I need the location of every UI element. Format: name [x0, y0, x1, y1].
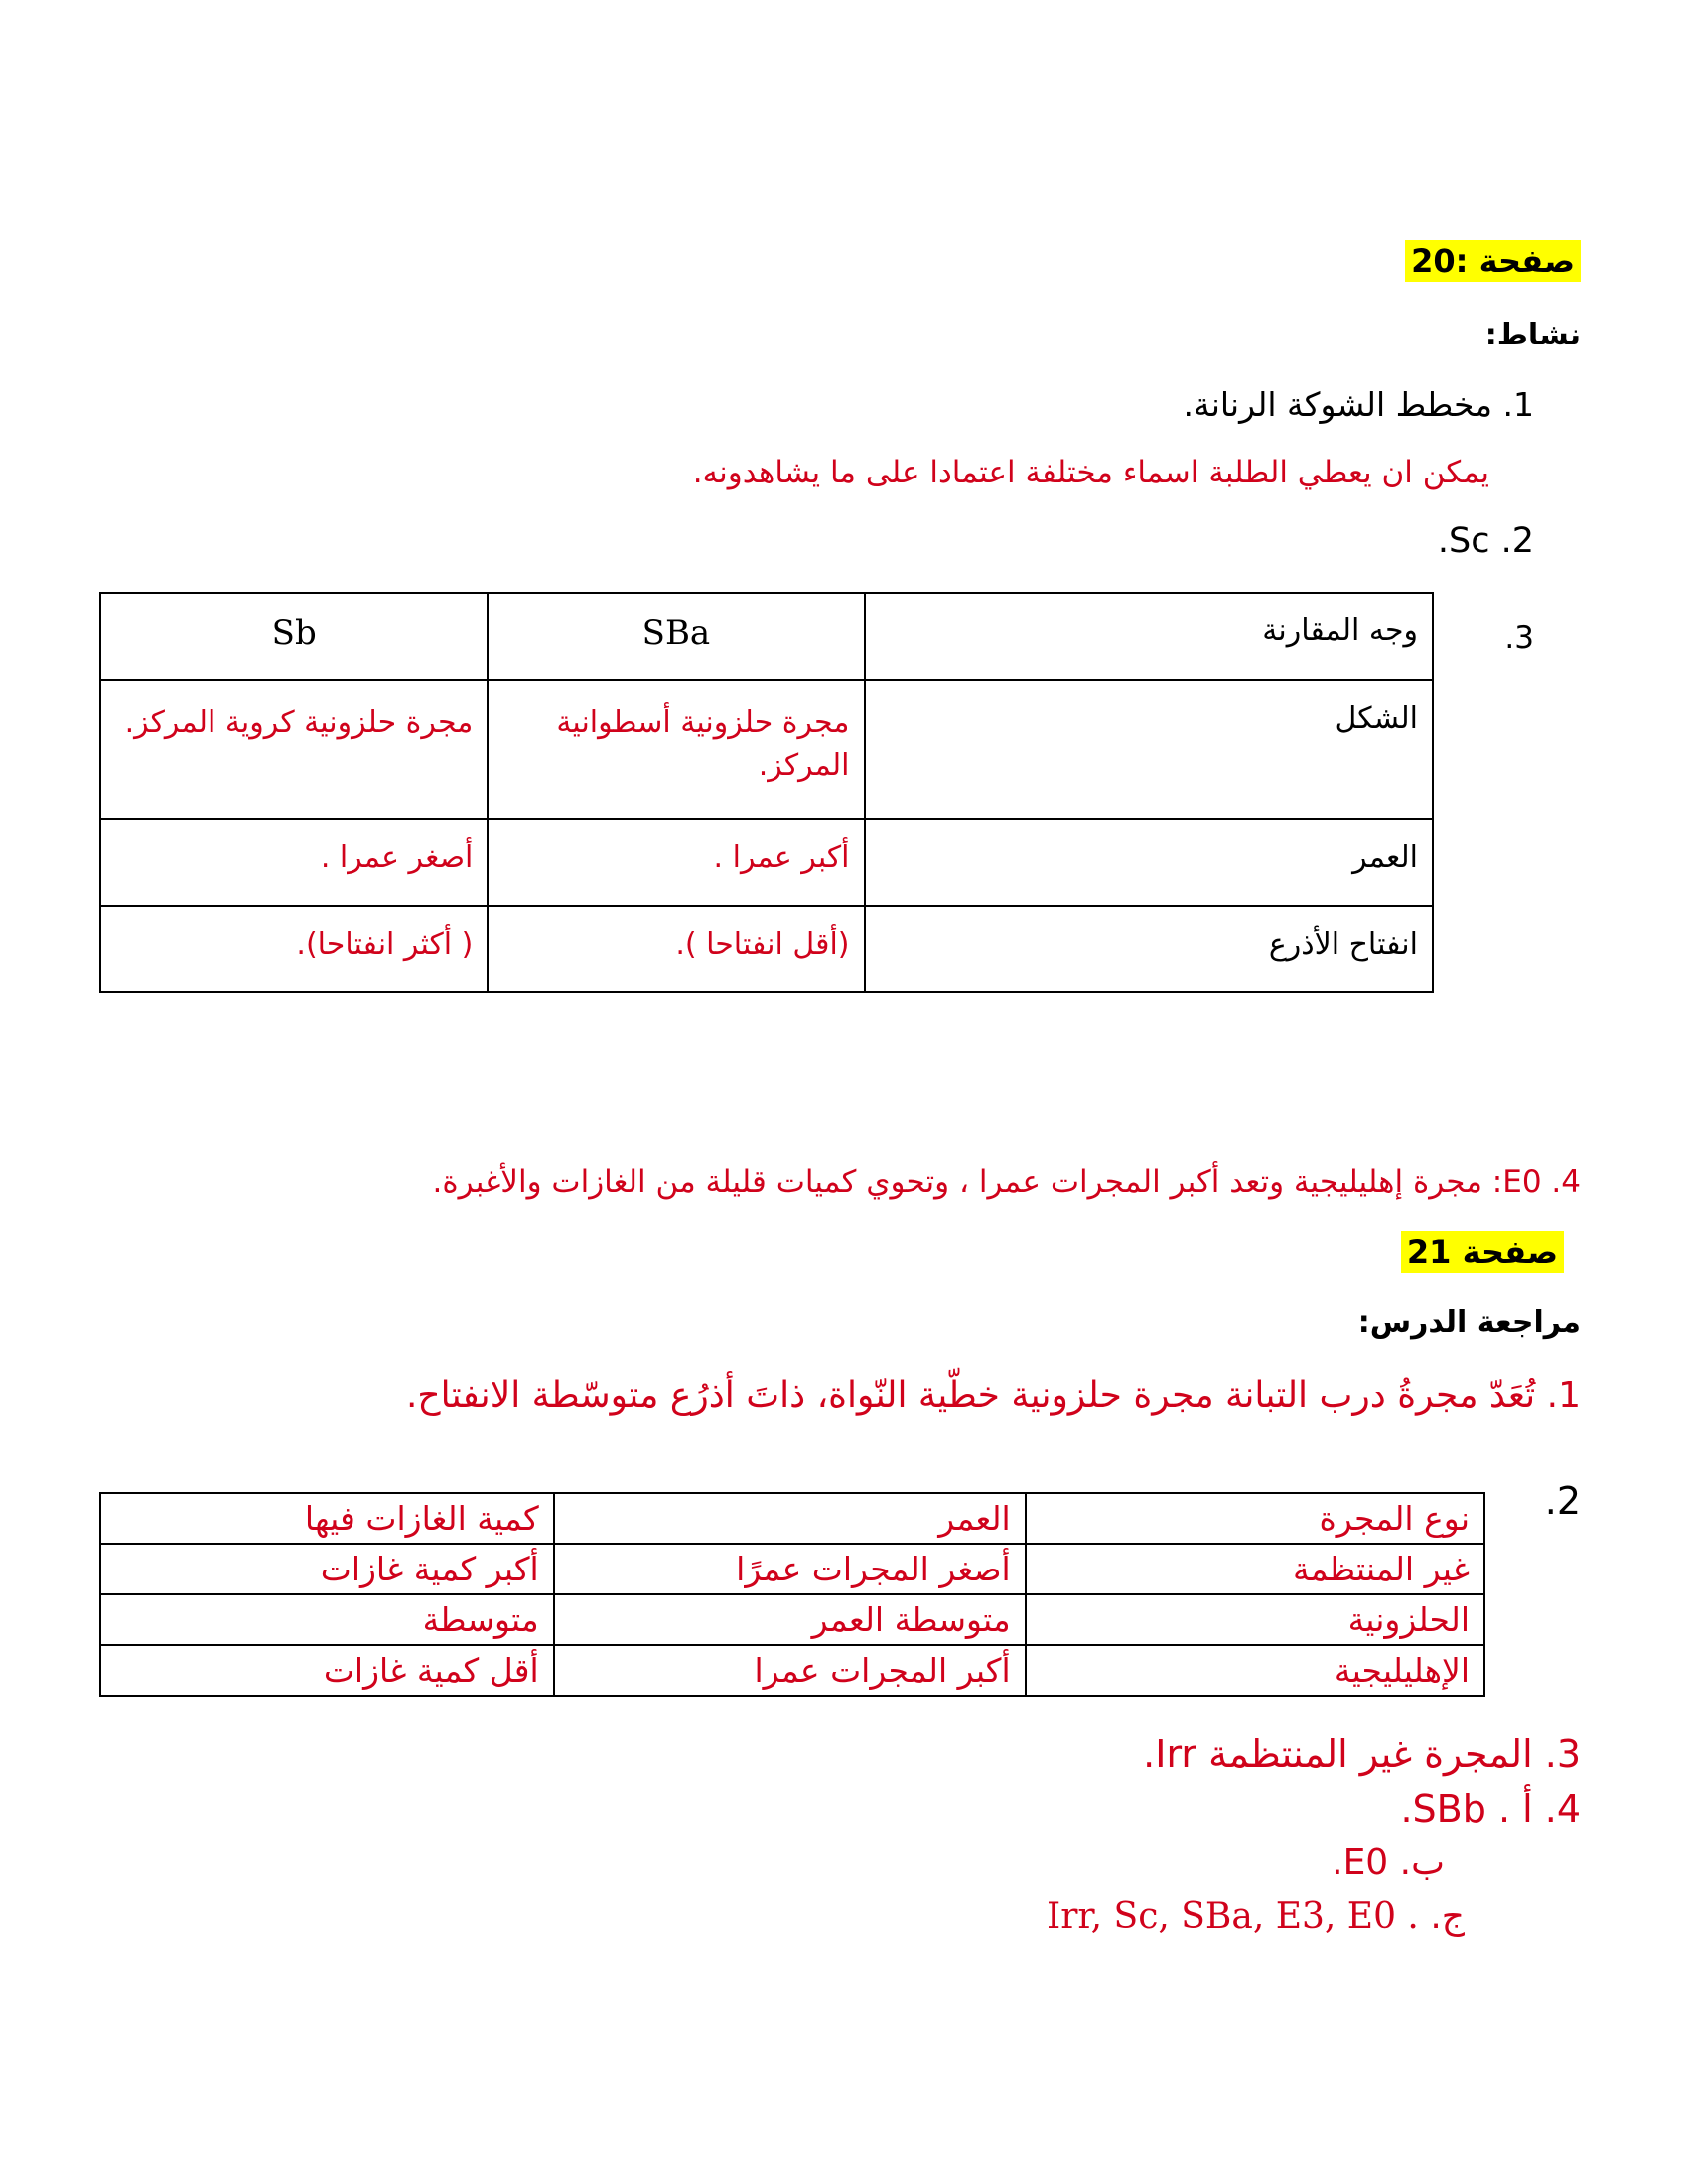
table-cell: مجرة حلزونية أسطوانية المركز. — [488, 680, 864, 819]
table-row — [100, 819, 1433, 906]
table-cell: العمر — [554, 1493, 1026, 1544]
page-21-heading: صفحة 21 — [1401, 1231, 1564, 1273]
review-item-4c-prefix: ج. — [1430, 1896, 1465, 1937]
table-cell: متوسطة — [100, 1594, 554, 1645]
table-row — [100, 906, 1433, 992]
review-item-2-number: 2. — [1544, 1479, 1581, 1523]
table-cell: غير المنتظمة — [1026, 1544, 1484, 1594]
review-item-1: 1. تُعَدّ مجرةُ درب التبانة مجرة حلزونية خطّية النّواة، ذاتَ أذرُع متوسّطة الانفتاح. — [405, 1375, 1581, 1416]
activity-item-4: 4. E0: مجرة إهليليجية وتعد أكبر المجرات عمرا ، وتحوي كميات قليلة من الغازات والأغبرة. — [432, 1164, 1581, 1200]
activity-heading: نشاط: — [1484, 318, 1581, 352]
table-cell: أصغر المجرات عمرًا — [554, 1544, 1026, 1594]
table-row — [100, 593, 1433, 680]
table-cell: ( أكثر انفتاحا). — [100, 906, 488, 992]
table-cell: الإهليليجية — [1026, 1645, 1484, 1696]
review-heading: مراجعة الدرس: — [1357, 1305, 1581, 1340]
table-header-cell: SBa — [488, 593, 864, 680]
table-cell: العمر — [865, 819, 1434, 906]
table-cell: انفتاح الأذرع — [865, 906, 1434, 992]
table-cell: أكبر عمرا . — [488, 819, 864, 906]
review-item-3: 3. المجرة غير المنتظمة Irr. — [1143, 1732, 1581, 1776]
review-item-4c-value: Irr, Sc, SBa, E3, E0 . — [1046, 1896, 1419, 1937]
activity-item-1: 1. مخطط الشوكة الرنانة. — [1183, 385, 1534, 424]
table-cell: (أقل انفتاحا ). — [488, 906, 864, 992]
table-cell: أقل كمية غازات — [100, 1645, 554, 1696]
table-cell: الشكل — [865, 680, 1434, 819]
activity-item-3-number: 3. — [1504, 620, 1534, 656]
table-row — [100, 1594, 1484, 1645]
table-row — [100, 1645, 1484, 1696]
table-header-cell: Sb — [100, 593, 488, 680]
table-cell: كمية الغازات فيها — [100, 1493, 554, 1544]
table-cell: أكبر كمية غازات — [100, 1544, 554, 1594]
table-cell: الحلزونية — [1026, 1594, 1484, 1645]
table-cell: مجرة حلزونية كروية المركز. — [100, 680, 488, 819]
comparison-table — [99, 592, 1434, 993]
page-20-heading: صفحة :20 — [1405, 240, 1581, 282]
table-cell: متوسطة العمر — [554, 1594, 1026, 1645]
review-item-4a: 4. أ . SBb. — [1400, 1787, 1581, 1831]
table-row — [100, 680, 1433, 819]
review-item-4b: ب. E0. — [1332, 1843, 1445, 1883]
table-row — [100, 1493, 1484, 1544]
table-cell: أصغر عمرا . — [100, 819, 488, 906]
activity-item-1-note: يمكن ان يعطي الطلبة اسماء مختلفة اعتمادا على ما يشاهدونه. — [692, 455, 1489, 490]
table-row — [100, 1544, 1484, 1594]
table-cell: أكبر المجرات عمرا — [554, 1645, 1026, 1696]
activity-item-2: 2. Sc. — [1437, 521, 1534, 561]
review-item-4c — [1047, 1896, 1465, 1937]
table-header-cell: وجه المقارنة — [865, 593, 1434, 680]
galaxy-types-table — [99, 1492, 1485, 1697]
table-cell: نوع المجرة — [1026, 1493, 1484, 1544]
